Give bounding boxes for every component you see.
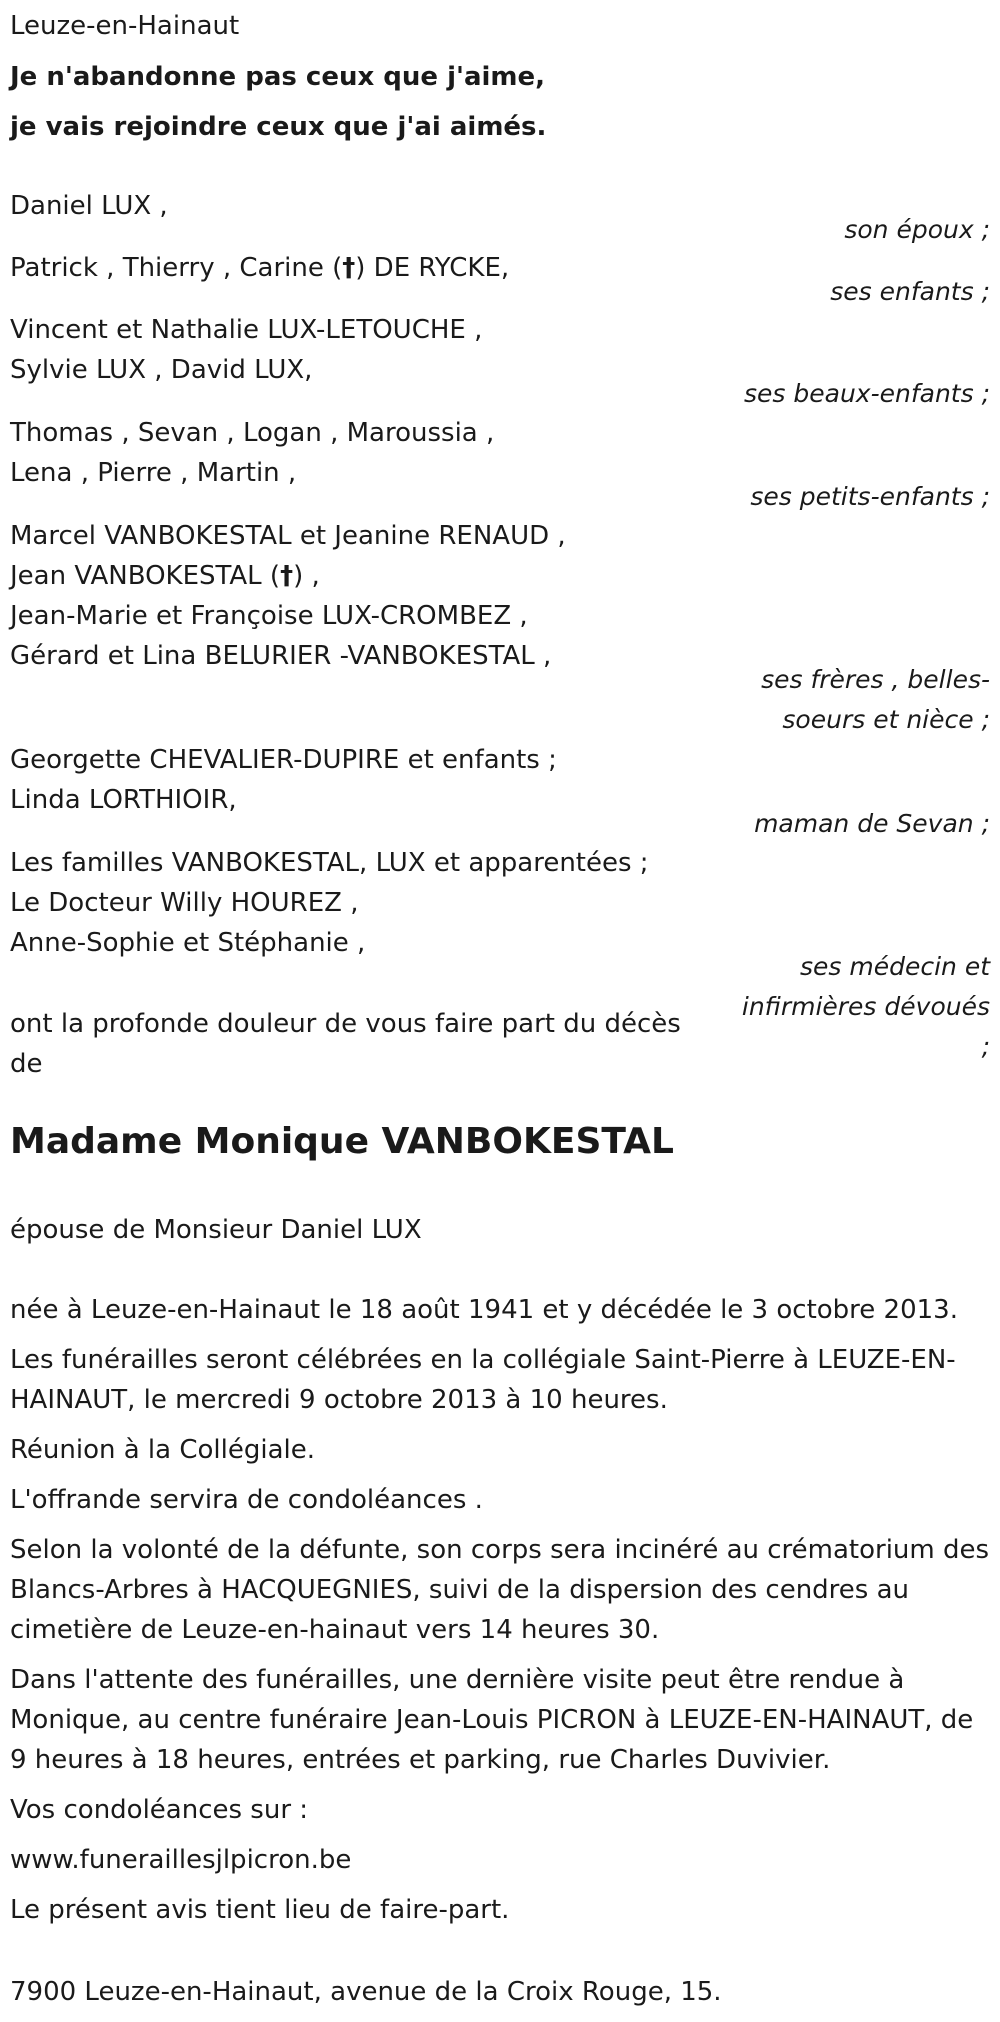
medical-role-line-1: ses médecin et [799,952,990,981]
offering-info: L'offrande servira de condoléances . [10,1485,483,1515]
spouse-of-line: épouse de Monsieur Daniel LUX [10,1215,422,1245]
siblings-line-1: Marcel VANBOKESTAL et Jeanine RENAUD , [10,521,566,551]
cremation-info: Selon la volonté de la défunte, son corps sera incinéré au crématorium des Blancs-Arbres à HACQUEGNIES, suivi de la dispersion des cendres au cimetière de Leuze-en-hainaut vers 14 heures 30. [10,1535,990,1645]
medical-role-line-2: infirmières dévoués [741,992,990,1021]
children-names-end: ) DE RYCKE, [355,253,510,283]
cross-icon: † [342,253,356,283]
in-laws-role: ses beaux-enfants ; [744,379,990,408]
meeting-info: Réunion à la Collégiale. [10,1435,315,1465]
condolences-label: Vos condoléances sur : [10,1795,309,1825]
medical-role-line-3: ; [981,1032,990,1061]
motto-line-1: Je n'abandonne pas ceux que j'aime, [10,62,546,92]
children-role: ses enfants ; [830,277,990,306]
notice-text: Le présent avis tient lieu de faire-part. [10,1895,510,1925]
announcement-line-2: de [10,1049,43,1079]
deceased-name: Madame Monique VANBOKESTAL [10,1121,674,1162]
funeral-home-address: 7900 Leuze-en-Hainaut, avenue de la Croix Rouge, 15. [10,1977,722,2007]
in-laws-line-1: Vincent et Nathalie LUX-LETOUCHE , [10,315,483,345]
spouse-name: Daniel LUX , [10,191,168,221]
others-role: maman de Sevan ; [754,809,990,838]
siblings-line-3: Jean-Marie et Françoise LUX-CROMBEZ , [10,601,528,631]
condolences-website: www.funeraillesjlpicron.be [10,1845,352,1875]
motto-line-2: je vais rejoindre ceux que j'ai aimés. [10,112,547,142]
others-line-1: Georgette CHEVALIER-DUPIRE et enfants ; [10,745,557,775]
grandchildren-line-1: Thomas , Sevan , Logan , Maroussia , [10,418,495,448]
siblings-line-4: Gérard et Lina BELURIER -VANBOKESTAL , [10,641,552,671]
others-line-2: Linda LORTHIOIR, [10,785,237,815]
spouse-role: son époux ; [844,215,990,244]
families-line-1: Les familles VANBOKESTAL, LUX et apparentées ; [10,848,649,878]
siblings-line-2-end: ) , [293,561,320,591]
grandchildren-role: ses petits-enfants ; [750,482,990,511]
in-laws-line-2: Sylvie LUX , David LUX, [10,355,313,385]
birth-death-dates: née à Leuze-en-Hainaut le 18 août 1941 et y décédée le 3 octobre 2013. [10,1295,958,1325]
siblings-role-line-2: soeurs et nièce ; [782,705,990,734]
siblings-role-line-1: ses frères , belles- [761,665,990,694]
siblings-line-2 [10,556,320,596]
families-line-3: Anne-Sophie et Stéphanie , [10,928,366,958]
grandchildren-line-2: Lena , Pierre , Martin , [10,458,297,488]
siblings-line-2-start: Jean VANBOKESTAL ( [10,561,281,591]
location-header: Leuze-en-Hainaut [10,11,240,41]
children-names [10,248,509,288]
announcement-line-1: ont la profonde douleur de vous faire part du décès [10,1009,681,1039]
visit-info: Dans l'attente des funérailles, une dernière visite peut être rendue à Monique, au centre funéraire Jean-Louis PICRON à LEUZE-EN-HAINAUT, de 9 heures à 18 heures, entrées et parking, rue Charles Duvivier. [10,1665,974,1775]
cross-icon: † [280,561,294,591]
children-names-start: Patrick , Thierry , Carine ( [10,253,343,283]
funeral-info: Les funérailles seront célébrées en la collégiale Saint-Pierre à LEUZE-EN-HAINAUT, le mercredi 9 octobre 2013 à 10 heures. [10,1345,956,1415]
families-line-2: Le Docteur Willy HOUREZ , [10,888,359,918]
